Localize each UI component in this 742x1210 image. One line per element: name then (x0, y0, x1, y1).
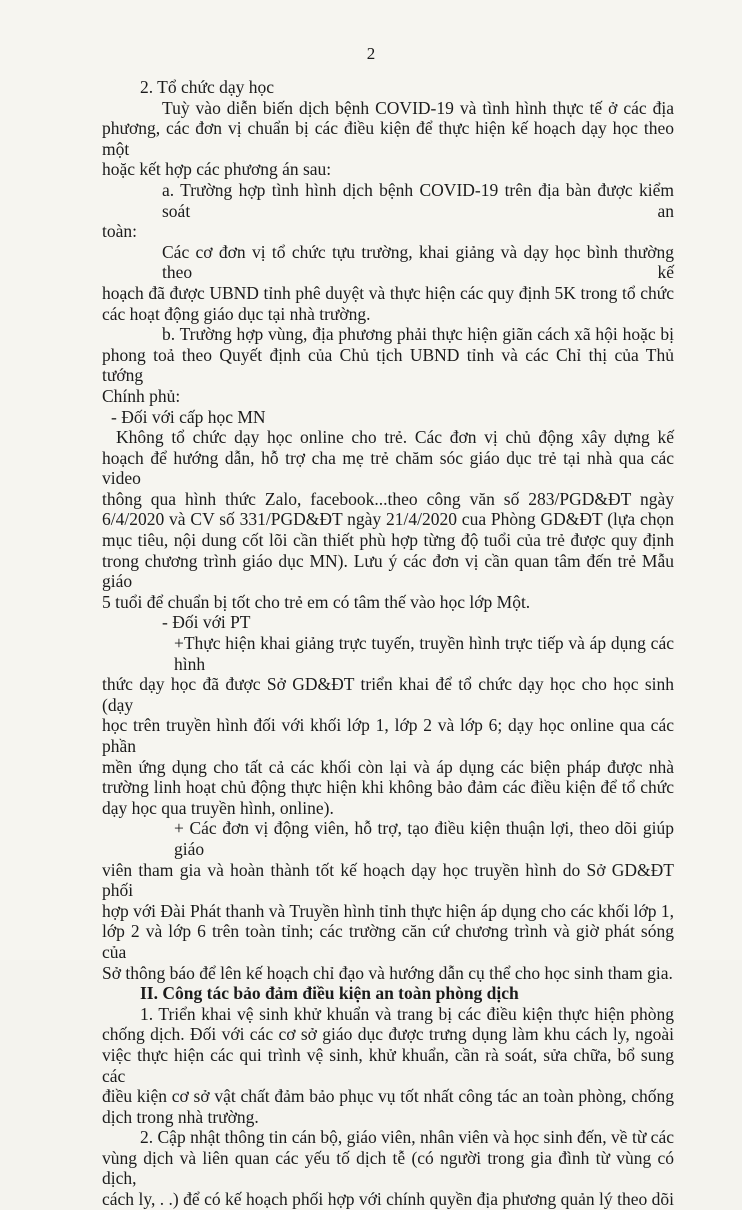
subsection-heading: - Đối với cấp học MN (111, 406, 266, 427)
paragraph-line: hoặc kết hợp các phương án sau: (102, 159, 332, 180)
paragraph-line: thông qua hình thức Zalo, facebook...theo công văn số 283/PGD&ĐT ngày (102, 488, 674, 509)
paragraph-line: viên tham gia và hoàn thành tốt kế hoạch dạy học truyền hình do Sở GD&ĐT phối (102, 859, 674, 901)
subsection-heading: - Đối với PT (162, 612, 251, 633)
paragraph-line: Sở thông báo để lên kế hoạch chỉ đạo và hướng dẫn cụ thể cho học sinh tham gia. (102, 962, 673, 983)
paragraph-line: 6/4/2020 và CV số 331/PGD&ĐT ngày 21/4/2020 cua Phòng GD&ĐT (lựa chọn (102, 509, 674, 530)
paragraph-line: toàn: (102, 221, 137, 242)
paragraph-line: hoạch để hướng dẫn, hỗ trợ cha mẹ trẻ chăm sóc giáo dục trẻ tại nhà qua các video (102, 447, 674, 489)
paragraph-line: vùng dịch và liên quan các yếu tố dịch tễ (có người trong gia đình từ vùng có dịch, (102, 1147, 674, 1189)
paragraph-line: phương, các đơn vị chuẩn bị các điều kiện để thực hiện kế hoạch dạy học theo một (102, 118, 674, 159)
paragraph-line: mền ứng dụng cho tất cả các khối còn lại và áp dụng các biện pháp được nhà (102, 756, 674, 777)
paragraph-line: +Thực hiện khai giảng trực tuyến, truyền hình trực tiếp và áp dụng các hình (174, 633, 674, 674)
paragraph-line: Chính phủ: (102, 385, 181, 406)
paragraph-line: hợp với Đài Phát thanh và Truyền hình tỉnh thực hiện áp dụng cho các khối lớp 1, (102, 900, 674, 921)
section-heading: II. Công tác bảo đảm điều kiện an toàn phòng dịch (140, 983, 519, 1004)
paragraph-line: dịch trong nhà trường. (102, 1106, 259, 1127)
paragraph-line: cách ly, . .) để có kế hoạch phối hợp với chính quyền địa phương quản lý theo dõi (102, 1189, 674, 1210)
paragraph-line: 1. Triển khai vệ sinh khử khuẩn và trang bị các điều kiện thực hiện phòng (140, 1003, 674, 1024)
document-body (102, 77, 674, 1210)
paragraph-line: Tuỳ vào diễn biến dịch bệnh COVID-19 và tình hình thực tế ở các địa (162, 97, 674, 118)
paragraph-line: chống dịch. Đối với các cơ sở giáo dục được trưng dụng làm khu cách ly, ngoài (102, 1024, 674, 1045)
paragraph-line: Không tổ chức dạy học online cho trẻ. Các đơn vị chủ động xây dựng kế (116, 427, 674, 448)
paragraph-line: trong chương trình giáo dục MN). Lưu ý các đơn vị cần quan tâm đến trẻ Mẫu giáo (102, 550, 674, 592)
paragraph-line: điều kiện cơ sở vật chất đảm bảo phục vụ tốt nhất công tác an toàn phòng, chống (102, 1086, 674, 1107)
section-heading: 2. Tổ chức dạy học (140, 77, 275, 97)
paragraph-line: học trên truyền hình đối với khối lớp 1, lớp 2 và lớp 6; dạy học online qua các phần (102, 715, 674, 756)
page-number: 2 (366, 44, 376, 63)
paragraph-line: a. Trường hợp tình hình dịch bệnh COVID-19 trên địa bàn được kiểm soát an (162, 179, 674, 221)
paragraph-line: lớp 2 và lớp 6 trên toàn tỉnh; các trường căn cứ chương trình và giờ phát sóng của (102, 921, 674, 962)
paragraph-line: thức dạy học đã được Sở GD&ĐT triển khai để tổ chức dạy học cho học sinh (dạy (102, 674, 674, 715)
paragraph-line: b. Trường hợp vùng, địa phương phải thực hiện giãn cách xã hội hoặc bị (162, 324, 674, 345)
paragraph-line: dạy học qua truyền hình, online). (102, 797, 334, 818)
paragraph-line: hoạch đã được UBND tỉnh phê duyệt và thực hiện các quy định 5K trong tổ chức (102, 282, 674, 303)
paragraph-line: phong toả theo Quyết định của Chủ tịch UBND tỉnh và các Chỉ thị của Thủ tướng (102, 344, 674, 386)
paragraph-line: việc thực hiện các qui trình vệ sinh, khử khuẩn, cần rà soát, sửa chữa, bổ sung các (102, 1044, 674, 1086)
paragraph-line: mục tiêu, nội dung cốt lõi cần thiết phù hợp từng độ tuổi của trẻ được quy định (102, 530, 674, 551)
paragraph-line: + Các đơn vị động viên, hỗ trợ, tạo điều kiện thuận lợi, theo dõi giúp giáo (174, 818, 674, 859)
paragraph-line: 2. Cập nhật thông tin cán bộ, giáo viên, nhân viên và học sinh đến, về từ các (140, 1127, 674, 1148)
paragraph-line: Các cơ đơn vị tổ chức tựu trường, khai giảng và dạy học bình thường theo kế (162, 241, 674, 283)
paragraph-line: 5 tuổi để chuẩn bị tốt cho trẻ em có tâm thế vào học lớp Một. (102, 591, 531, 612)
paragraph-line: các hoạt động giáo dục tại nhà trường. (102, 303, 371, 324)
paragraph-line: trường linh hoạt chủ động thực hiện khi không bảo đảm các điều kiện để tổ chức (102, 777, 674, 798)
